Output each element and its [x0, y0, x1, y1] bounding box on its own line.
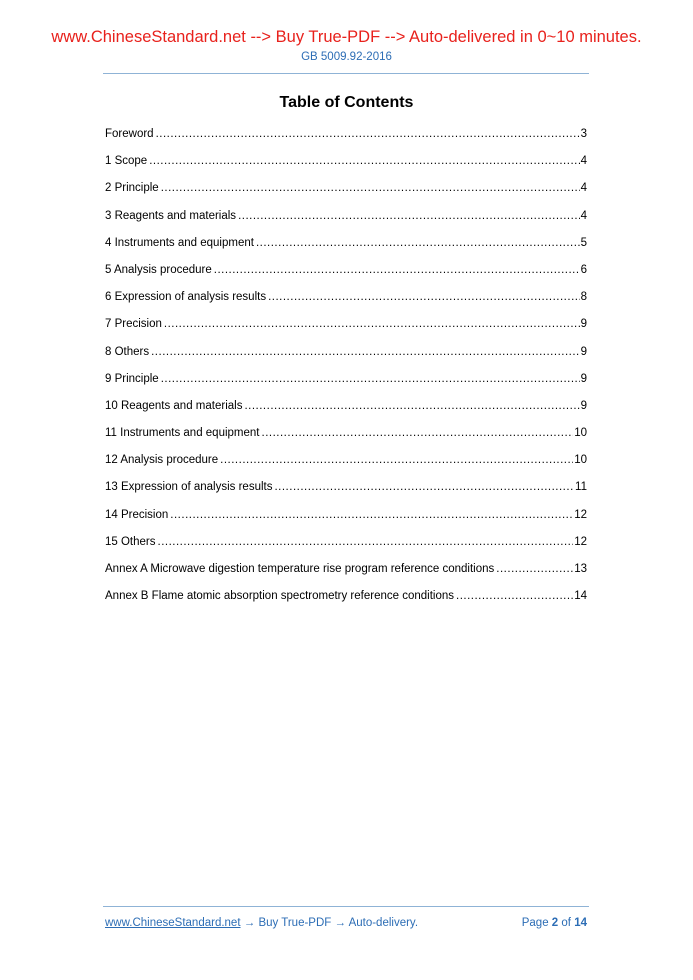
toc-entry[interactable] — [105, 507, 587, 534]
toc-entry-title: 9 Principle — [105, 372, 159, 385]
toc-entry-page: 10 — [574, 427, 587, 440]
toc-entry[interactable] — [105, 479, 587, 506]
toc-entry-title: 15 Others — [105, 535, 156, 548]
toc-entry-title: 3 Reagents and materials — [105, 209, 237, 222]
toc-entry-page: 6 — [580, 263, 587, 276]
toc-entry-page: 9 — [580, 399, 587, 412]
standard-code: GB 5009.92-2016 — [301, 51, 392, 63]
toc-entry[interactable] — [105, 371, 587, 398]
toc-entry[interactable] — [105, 561, 587, 588]
toc-leader — [149, 153, 579, 169]
toc-entry-title: 12 Analysis procedure — [105, 454, 219, 467]
toc-entry-title: 6 Expression of analysis results — [105, 291, 267, 304]
toc-entry[interactable] — [105, 425, 587, 452]
arrow-icon: → — [243, 917, 256, 929]
toc-leader — [220, 452, 573, 468]
toc-leader — [158, 534, 574, 550]
toc-entry[interactable] — [105, 153, 587, 180]
toc-leader — [274, 479, 574, 495]
toc-entry-page: 3 — [580, 128, 587, 140]
toc-leader — [164, 316, 580, 332]
delivery-text: Auto-delivery. — [348, 917, 419, 929]
toc-entry-page: 9 — [580, 318, 587, 331]
toc-entry-page: 9 — [580, 372, 587, 385]
toc-entry-title: 4 Instruments and equipment — [105, 236, 254, 249]
page-indicator — [522, 916, 587, 930]
toc-entry[interactable] — [105, 208, 587, 235]
toc-entry-page: 10 — [574, 454, 587, 467]
footer-divider — [103, 906, 589, 907]
site-link[interactable]: www.ChineseStandard.net — [105, 917, 241, 929]
toc-entry-page: 8 — [580, 291, 587, 304]
toc-leader — [256, 235, 580, 251]
toc-leader — [268, 289, 580, 305]
toc-entry-title: 7 Precision — [105, 318, 162, 331]
page-label: Page — [521, 917, 549, 929]
toc-entry-page: 9 — [580, 345, 587, 358]
toc-entry-page: 12 — [574, 535, 587, 548]
toc-leader — [456, 588, 573, 604]
toc-entry-page: 13 — [574, 563, 587, 575]
toc-entry[interactable] — [105, 534, 587, 561]
toc-entry-title: 8 Others — [105, 345, 150, 358]
toc-leader — [151, 344, 579, 360]
page-title: Table of Contents — [279, 94, 414, 111]
toc-entry-page: 11 — [575, 481, 587, 494]
toc-entry-title: 10 Reagents and materials — [105, 399, 243, 412]
toc-entry[interactable] — [105, 126, 587, 153]
toc-entry-title: 13 Expression of analysis results — [105, 481, 273, 494]
toc-entry-title: 2 Principle — [105, 182, 159, 195]
toc-entry-page: 5 — [580, 236, 587, 249]
footer-purchase-line — [105, 916, 418, 930]
page-total: 14 — [574, 917, 587, 929]
toc-entry-title: 1 Scope — [105, 155, 148, 168]
toc-leader — [161, 180, 580, 196]
toc-leader — [244, 398, 579, 414]
toc-leader — [156, 126, 580, 142]
toc-entry[interactable] — [105, 289, 587, 316]
toc-entry-title: Annex B Flame atomic absorption spectrometry reference conditions — [105, 590, 454, 603]
toc-entry-title: Annex A Microwave digestion temperature rise program reference conditions — [105, 563, 495, 575]
toc-leader — [262, 425, 574, 441]
toc-leader — [161, 371, 580, 387]
toc-entry[interactable] — [105, 180, 587, 207]
page-of: of — [561, 917, 571, 929]
toc-entry-title: Foreword — [105, 128, 154, 140]
header-divider — [103, 73, 589, 74]
promo-banner[interactable]: www.ChineseStandard.net --> Buy True-PDF --> Auto-delivered in 0~10 minutes. — [51, 28, 642, 46]
page-current: 2 — [551, 917, 559, 929]
toc-entry[interactable] — [105, 398, 587, 425]
toc-entry-title: 11 Instruments and equipment — [105, 427, 260, 440]
toc-entry-page: 14 — [574, 590, 587, 603]
toc-entry-page: 4 — [580, 209, 587, 222]
toc-entry-title: 14 Precision — [105, 508, 169, 521]
toc-entry-page: 4 — [580, 155, 587, 168]
toc-leader — [214, 262, 580, 278]
toc-entry-page: 12 — [574, 508, 587, 521]
toc-leader — [238, 208, 580, 224]
toc-entry[interactable] — [105, 344, 587, 371]
toc-leader — [170, 507, 573, 523]
toc-entry[interactable] — [105, 452, 587, 479]
toc-list — [105, 126, 587, 615]
toc-entry[interactable] — [105, 316, 587, 343]
toc-entry-page: 4 — [580, 182, 587, 195]
buy-text: Buy True-PDF — [258, 917, 332, 929]
toc-entry[interactable] — [105, 262, 587, 289]
arrow-icon: → — [334, 917, 346, 929]
toc-entry[interactable] — [105, 235, 587, 262]
toc-entry[interactable] — [105, 588, 587, 615]
toc-entry-title: 5 Analysis procedure — [105, 263, 212, 276]
toc-leader — [496, 561, 573, 577]
